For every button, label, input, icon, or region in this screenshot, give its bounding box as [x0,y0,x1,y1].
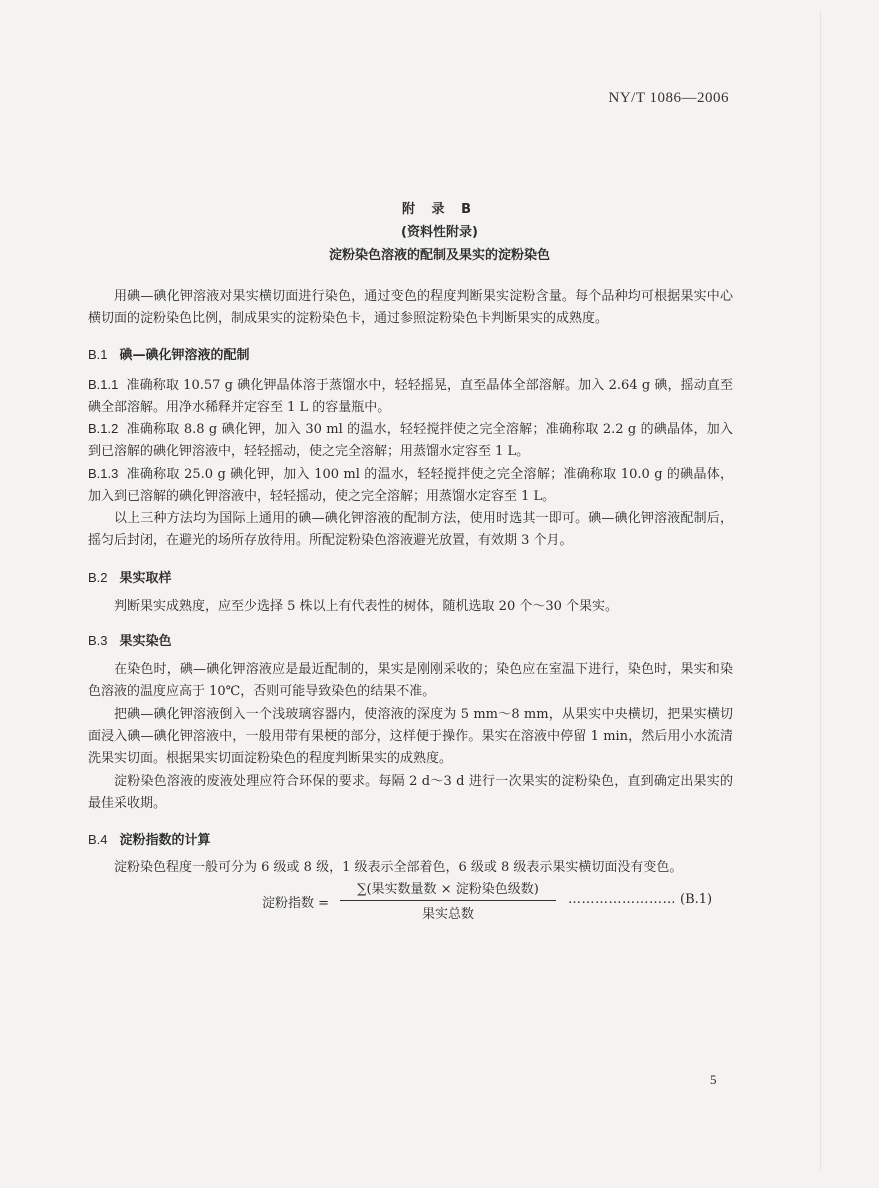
section-title: 果实取样 [119,571,172,586]
b3-paragraph-3: 淀粉染色溶液的废液处理应符合环保的要求。每隔 2 d～3 d 进行一次果实的淀粉染色，直到确定出果实的最佳采收期。 [88,774,733,811]
clause-b1-3 [88,463,733,508]
clause-b1-2 [88,418,733,463]
section-number: B.4 [88,832,108,847]
annex-subtitle: (资料性附录) [401,225,478,240]
b3-paragraph-1: 在染色时，碘—碘化钾溶液应是最近配制的，果实是刚刚采收的；染色应在室温下进行，染色时，果实和染色溶液的温度应高于 10℃，否则可能导致染色的结果不准。 [88,662,733,699]
b3-paragraph-2: 把碘—碘化钾溶液倒入一个浅玻璃容器内，使溶液的深度为 5 mm～8 mm，从果实中央横切，把果实横切面浸入碘—碘化钾溶液中，一般用带有果梗的部分，这样便于操作。果实在溶液中停留 1 min，然后用小水流清洗果实切面。根据果实切面淀粉染色的程度判断果实的成熟度。 [88,707,733,766]
clause-number: B.1.3 [88,466,119,481]
clause-number: B.1.1 [88,377,119,392]
clause-text: 准确称取 25.0 g 碘化钾，加入 100 ml 的温水，轻轻搅拌使之完全溶解；准确称取 10.0 g 的碘晶体，加入到已溶解的碘化钾溶液中，轻轻摇动，使之完全溶解；用蒸馏水定容至 1 L。 [88,467,733,504]
section-number: B.3 [88,633,108,648]
annex-heading: 淀粉染色溶液的配制及果实的淀粉染色 [328,248,550,263]
b2-paragraph: 判断果实成熟度，应至少选择 5 株以上有代表性的树体，随机选取 20 个～30 个果实。 [114,599,619,614]
b1-note-paragraph: 以上三种方法均为国际上通用的碘—碘化钾溶液的配制方法，使用时选其一即可。碘—碘化钾溶液配制后，摇匀后封闭，在避光的场所存放待用。所配淀粉染色溶液避光放置，有效期 3 个月。 [88,511,733,548]
page-number: 5 [710,1072,717,1087]
section-b4-heading [88,829,211,848]
section-b1-heading [88,344,250,363]
section-title: 果实染色 [119,634,172,649]
formula-reference: (B.1) [680,892,713,907]
clause-b1-1 [88,374,733,419]
scan-artifact-line [820,10,821,1170]
section-number: B.2 [88,570,108,585]
formula-leader-dots: …………………… [568,892,676,907]
section-title: 碘—碘化钾溶液的配制 [119,348,250,363]
formula-denominator: 果实总数 [421,907,474,922]
formula-numerator: ∑(果实数量数 × 淀粉染色级数) [340,878,556,901]
formula-lhs: 淀粉指数 = [262,896,330,911]
formula-fraction [340,878,556,922]
clause-number: B.1.2 [88,421,119,436]
intro-paragraph: 用碘—碘化钾溶液对果实横切面进行染色，通过变色的程度判断果实淀粉含量。每个品种均可根据果实中心横切面的淀粉染色比例，制成果实的淀粉染色卡，通过参照淀粉染色卡判断果实的成熟度。 [88,289,733,326]
section-b2-heading [88,567,172,586]
section-title: 淀粉指数的计算 [119,833,211,848]
annex-title: 附 录 B [402,202,477,217]
clause-text: 准确称取 8.8 g 碘化钾，加入 30 ml 的温水，轻轻搅拌使之完全溶解；准确称取 2.2 g 的碘晶体，加入到已溶解的碘化钾溶液中，轻轻摇动，使之完全溶解；用蒸馏水定容至 1 L。 [88,422,733,459]
document-id: NY/T 1086—2006 [608,90,729,106]
clause-text: 准确称取 10.57 g 碘化钾晶体溶于蒸馏水中，轻轻摇晃，直至晶体全部溶解。加入 2.64 g 碘，摇动直至碘全部溶解。用净水稀释并定容至 1 L 的容量瓶中。 [88,378,733,415]
section-number: B.1 [88,347,108,362]
section-b3-heading [88,630,172,649]
starch-index-formula [262,878,742,928]
b4-paragraph: 淀粉染色程度一般可分为 6 级或 8 级，1 级表示全部着色，6 级或 8 级表示果实横切面没有变色。 [114,860,683,875]
